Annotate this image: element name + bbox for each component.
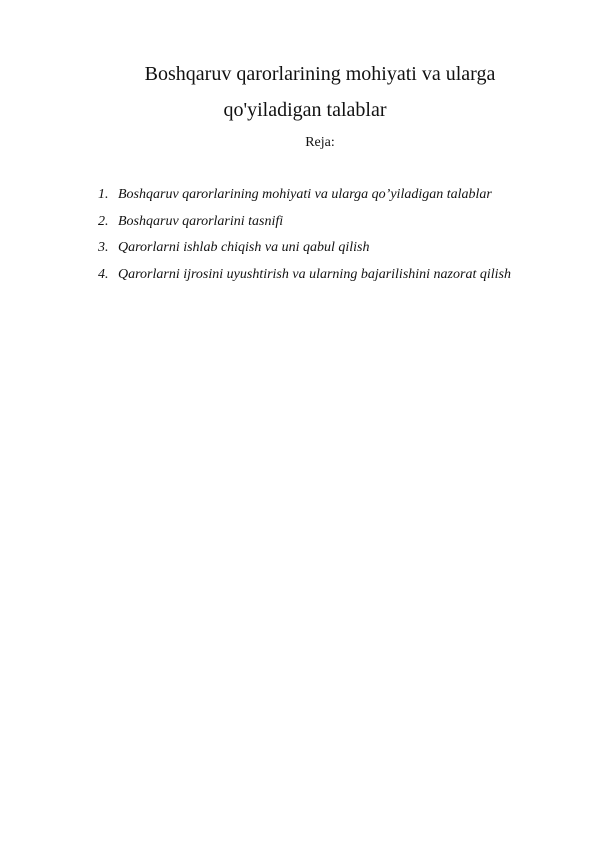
- plan-item: [98, 262, 568, 289]
- plan-item: [98, 209, 568, 236]
- plan-item-number: 3.: [98, 240, 109, 255]
- plan-item-number: 1.: [98, 187, 109, 202]
- document-title-line-1: Boshqaruv qarorlarining mohiyati va ularga: [144, 63, 496, 85]
- plan-item-text: Qarorlarni ijrosini uyushtirish va ularning bajarilishini nazorat qilish: [118, 266, 511, 282]
- plan-item: [98, 235, 568, 262]
- plan-item-text: Boshqaruv qarorlarining mohiyati va ularga qo’yiladigan talablar: [118, 187, 492, 202]
- plan-heading: Reja:: [305, 135, 335, 150]
- plan-item-number: 4.: [98, 266, 109, 282]
- plan-item-text: Boshqaruv qarorlarini tasnifi: [118, 213, 284, 229]
- plan-list: [98, 182, 568, 288]
- document-title-line-2: qo'yiladigan talablar: [223, 99, 387, 121]
- plan-item-number: 2.: [98, 213, 109, 229]
- plan-item: [98, 182, 568, 209]
- plan-item-text: Qarorlarni ishlab chiqish va uni qabul qilish: [118, 240, 370, 255]
